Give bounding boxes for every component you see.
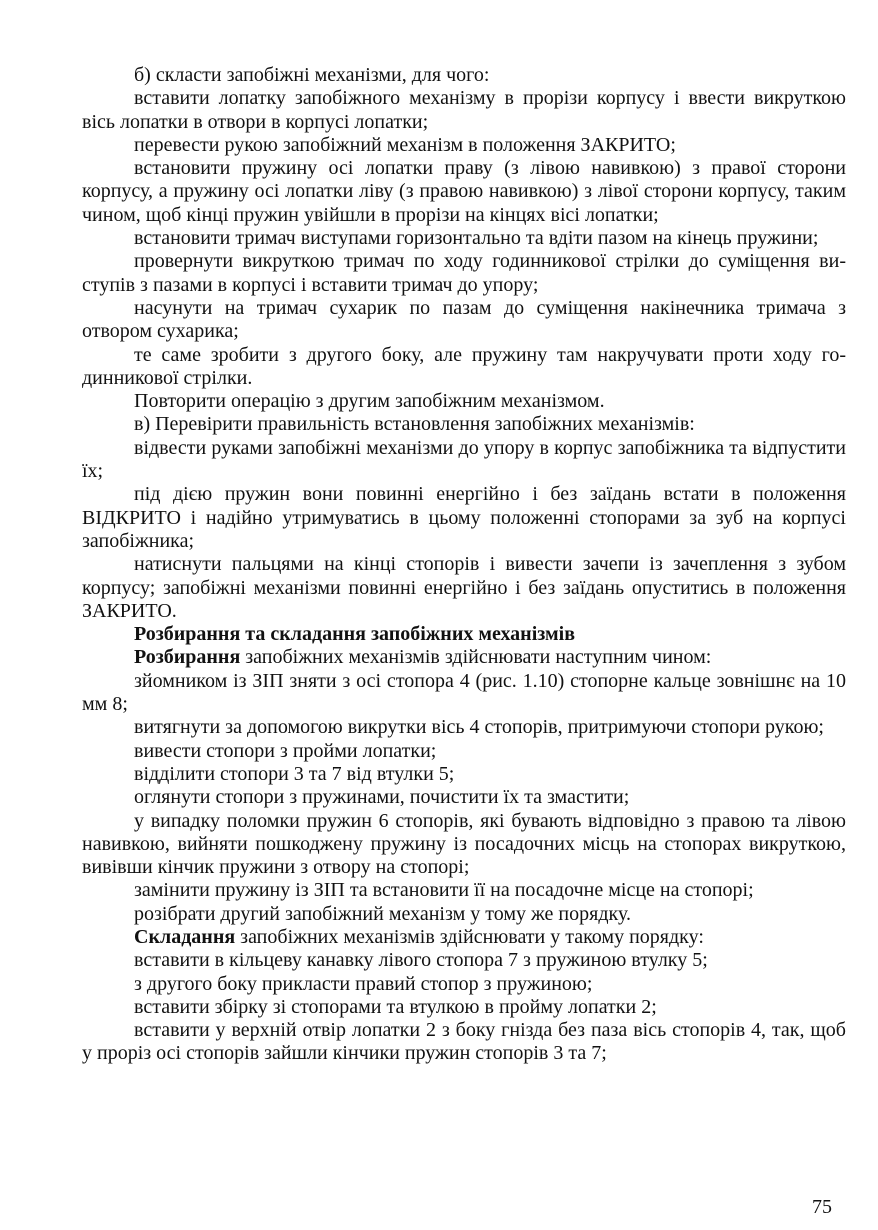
disassembly-lead: Розбирання — [134, 646, 241, 669]
paragraph: відвести руками запобіжні механізми до упору в корпус запобіжника та відпустити їх; — [82, 436, 846, 483]
page-number: 75 — [812, 1196, 832, 1218]
paragraph: провернути викруткою тримач по ходу годинникової стрілки до суміщення виступів з пазами в корпусі і вставити тримач до упору; — [82, 250, 846, 296]
disassembly-step: відділити стопори 3 та 7 від втулки 5; — [134, 762, 455, 785]
paragraph: встановити пружину осі лопатки праву (з лівою навивкою) з правої сторони корпусу, а пружину осі лопатки ліву (з правою навивкою) з лівої сторони корпусу, таким чином, щоб кінці пружин увійшли в прорізи на кінцях вісі лопатки; — [82, 157, 846, 226]
disassembly-intro-text: запобіжних механізмів здійснювати наступним чином: — [240, 646, 712, 669]
section-heading: Розбирання та складання запобіжних механізмів — [134, 623, 575, 646]
disassembly-step: витягнути за допомогою викрутки вісь 4 стопорів, притримуючи стопори рукою; — [134, 716, 824, 739]
paragraph: натиснути пальцями на кінці стопорів і вивести зачепи із зачеплення з зубом корпусу; запобіжні механізми повинні енергійно і без заїдань опуститись в положення ЗАКРИТО. — [82, 553, 846, 622]
assembly-step: вставити в кільцеву канавку лівого стопора 7 з пружиною втулку 5; — [134, 949, 708, 972]
assembly-step: вставити збірку зі стопорами та втулкою в пройму лопатки 2; — [134, 995, 657, 1018]
disassembly-step: у випадку поломки пружин 6 стопорів, які бувають відповідно з правою та лівою навивкою, вийняти пошкоджену пружину із посадочних місць на стопорах викруткою, вивівши кінчик пружини з отвору на стопорі; — [82, 809, 846, 879]
assembly-intro — [82, 926, 846, 949]
paragraph: перевести рукою запобіжний механізм в положення ЗАКРИТО; — [134, 133, 676, 156]
document-page — [82, 64, 846, 1066]
assembly-step: з другого боку прикласти правий стопор з пружиною; — [134, 972, 593, 995]
disassembly-step: розібрати другий запобіжний механізм у тому же порядку. — [134, 902, 631, 925]
disassembly-step: замінити пружину із ЗІП та встановити її на посадочне місце на стопорі; — [134, 879, 754, 902]
disassembly-step: оглянути стопори з пружинами, почистити їх та змастити; — [134, 786, 630, 809]
assembly-intro-text: запобіжних механізмів здійснювати у такому порядку: — [235, 925, 704, 948]
disassembly-intro — [82, 646, 846, 669]
disassembly-step: вивести стопори з пройми лопатки; — [134, 739, 437, 762]
paragraph: під дією пружин вони повинні енергійно і без заїдань встати в положення ВІДКРИТО і надійно утримуватись в цьому положенні стопорами за зуб на корпусі запобіжника; — [82, 483, 846, 552]
paragraph: насунути на тримач сухарик по пазам до суміщення накінечника тримача з отвором сухарика; — [82, 296, 846, 343]
disassembly-step: зйомником із ЗІП зняти з осі стопора 4 (рис. 1.10) стопорне кальце зовнішнє на 10 мм 8; — [82, 669, 846, 716]
assembly-step: вставити у верхній отвір лопатки 2 з боку гнізда без паза вісь стопорів 4, так, щоб у проріз осі стопорів зайшли кінчики пружин стопорів 3 та 7; — [82, 1019, 846, 1065]
paragraph: те саме зробити з другого боку, але пружину там накручувати проти ходу годинникової стрілки. — [82, 343, 846, 389]
paragraph: Повторити операцію з другим запобіжним механізмом. — [134, 390, 605, 413]
paragraph: вставити лопатку запобіжного механізму в прорізи корпусу і ввести викруткою вісь лопатки в отвори в корпусі лопатки; — [82, 87, 846, 133]
paragraph: в) Перевірити правильність встановлення запобіжних механізмів: — [134, 413, 695, 436]
assembly-lead: Складання — [134, 925, 236, 948]
paragraph: встановити тримач виступами горизонтально та вдіти пазом на кінець пружини; — [134, 227, 819, 250]
paragraph: б) скласти запобіжні механізми, для чого: — [134, 64, 490, 86]
